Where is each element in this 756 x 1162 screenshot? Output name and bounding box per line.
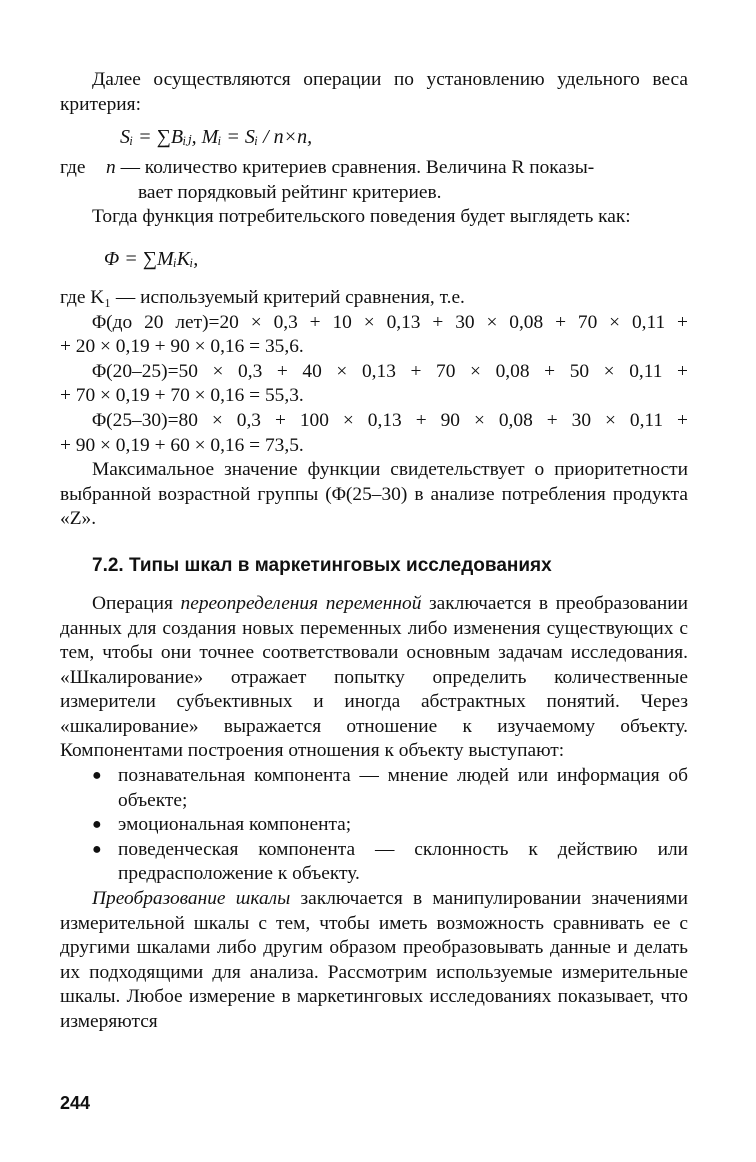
para1-rest: заключается в преобразовании данных для создания новых переменных либо изменения существующих с тем, чтобы они точнее соответствовали основным задачам исследования. «Шкалирование» отражает попытку определить количественные измерители субъективных и иногда абстрактных понятий. Через «шкалирование» выражается отношение к изучаемому объекту. Компонентами построения отношения к объекту выступают: [60, 592, 689, 762]
calc-line: + 90 × 0,19 + 60 × 0,16 = 73,5. [60, 434, 304, 456]
calc-block-1 [60, 311, 688, 360]
list-item-text: познавательная компонента — мнение людей или информация об объекте; [118, 765, 688, 811]
where-line-2: вает порядковый рейтинг критериев. [138, 181, 442, 203]
where-definition [106, 156, 594, 181]
section-title: 7.2. Типы шкал в маркетинговых исследованиях [92, 554, 552, 576]
components-list [60, 764, 688, 887]
calc-block-2 [60, 360, 688, 409]
calc-line: Φ(до 20 лет)=20 × 0,3 + 10 × 0,13 + 30 × 0,08 + 70 × 0,11 + [92, 311, 688, 333]
para1-start: Операция [92, 592, 181, 614]
section-heading [60, 554, 688, 578]
para1-term: переопределения переменной [180, 592, 422, 614]
max-paragraph: Максимальное значение функции свидетельствует о приоритетности выбранной возрастной группы (Φ(25–30) в анализе потребления продукта «Z». [60, 459, 688, 530]
where-word: где [60, 157, 86, 179]
then-paragraph: Тогда функция потребительского поведения будет выглядеть как: [92, 206, 631, 228]
where-variable: n [106, 157, 116, 179]
list-item-text: эмоциональная компонента; [118, 814, 352, 836]
formula-function: Φ = ∑MᵢKᵢ, [104, 247, 199, 270]
list-item-text: поведенческая компонента — склонность к действию или предрасположение к объекту. [118, 838, 688, 885]
bullet-icon: ● [92, 767, 102, 785]
para2-term: Преобразование шкалы [92, 888, 291, 910]
calc-block-3 [60, 409, 688, 458]
list-item [60, 764, 688, 813]
para2-rest: заключается в манипулировании значениями измерительной шкалы с тем, чтобы иметь возможность сравнивать ее с другими шкалами либо другим образом преобразовывать данные и делать их подходящими для анализа. Рассмотрим используемые измерительные шкалы. Любое измерение в маркетинговых исследованиях показывает, что измеряются [60, 888, 688, 1032]
calc-line: Φ(20–25)=50 × 0,3 + 40 × 0,13 + 70 × 0,08 + 50 × 0,11 + [92, 360, 688, 382]
where-block-2: где K₁ — используемый критерий сравнения, т.е. [60, 286, 465, 308]
paragraph-redefinition [60, 592, 688, 764]
formula-weight: Sᵢ = ∑Bᵢⱼ, Mᵢ = Sᵢ / n×n, [120, 126, 313, 149]
bullet-icon: ● [92, 840, 102, 858]
where-block-1 [60, 156, 688, 181]
calc-line: + 20 × 0,19 + 90 × 0,16 = 35,6. [60, 336, 304, 358]
calc-line: + 70 × 0,19 + 70 × 0,16 = 55,3. [60, 385, 304, 407]
where-line-1: — количество критериев сравнения. Величина R показы- [120, 157, 595, 179]
calc-line: Φ(25–30)=80 × 0,3 + 100 × 0,13 + 90 × 0,08 + 30 × 0,11 + [92, 409, 688, 431]
bullet-icon: ● [92, 816, 102, 834]
list-item [60, 813, 688, 838]
page-number: 244 [60, 1093, 91, 1113]
paragraph-scale-transform [60, 887, 688, 1035]
list-item [60, 838, 688, 887]
intro-paragraph: Далее осуществляются операции по установлению удельного веса критерия: [60, 69, 688, 115]
page-body [60, 68, 688, 1035]
